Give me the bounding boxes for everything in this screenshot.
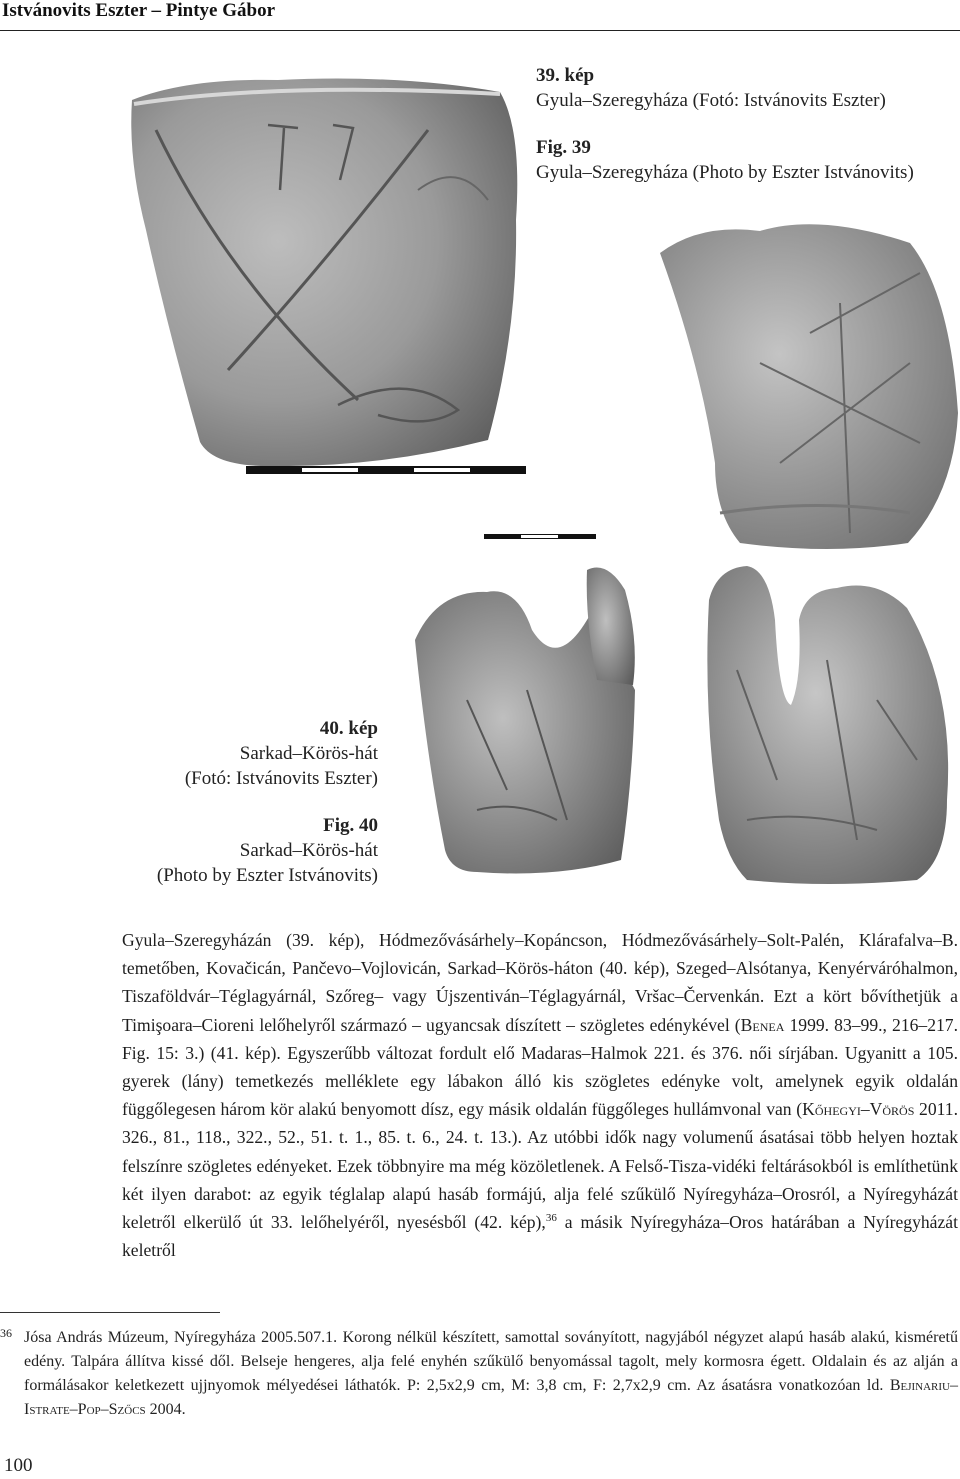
footnote-reference[interactable]: 36 bbox=[545, 1212, 557, 1225]
figure-40-hu-label: 40. kép bbox=[319, 718, 378, 739]
author-citation: Benea bbox=[740, 1014, 785, 1035]
footnote-text bbox=[24, 1326, 958, 1422]
figure-39-en-label: Fig. 39 bbox=[536, 137, 591, 158]
scale-bar-39 bbox=[246, 466, 526, 474]
footnote-number: 36 bbox=[0, 1326, 12, 1340]
figure-39-hu-label: 39. kép bbox=[536, 65, 595, 86]
footnote-rule bbox=[0, 1312, 220, 1313]
figure-39-photo bbox=[128, 70, 524, 468]
author-citation: Szőcs bbox=[108, 1401, 146, 1418]
running-head: Istvánovits Eszter – Pintye Gábor bbox=[2, 0, 276, 21]
body-text-run: – bbox=[860, 1099, 870, 1120]
scale-bar-40 bbox=[484, 534, 596, 539]
figure-39-hu-caption: Gyula–Szeregyháza (Fotó: Istvánovits Eszter) bbox=[536, 90, 886, 111]
body-paragraph bbox=[122, 926, 958, 1264]
footnote bbox=[0, 1326, 958, 1422]
footnote-text-run: – bbox=[950, 1377, 958, 1394]
footnote-text-run: – bbox=[100, 1401, 109, 1418]
page-number: 100 bbox=[4, 1455, 33, 1476]
figure-40-hu-line2: (Fotó: Istvánovits Eszter) bbox=[184, 768, 378, 789]
author-citation: Vörös bbox=[869, 1099, 915, 1120]
figure-39-en-caption: Gyula–Szeregyháza (Photo by Eszter Istvánovits) bbox=[536, 162, 914, 183]
body-text bbox=[122, 926, 958, 1264]
figure-40-photo bbox=[407, 560, 960, 888]
footnote-text-run: Jósa András Múzeum, Nyíregyháza 2005.507.1. Korong nélkül készített, samottal soványított, nagyjából négyzet alapú hasáb alakú, kisméretű edény. Talpára állítva kissé dől. Belseje hengeres, alja felé enyhén szűkülő benyomással tagolt, mely kormosra égett. Oldalain és az alján a formálásakor keletkezett ujjnyomok mélyedései láthatók. P: 2,5x2,9 cm, M: 3,8 cm, F: 2,7x2,9 cm. Az ásatásra vonatkozóan ld. bbox=[24, 1329, 958, 1394]
author-citation: Kőhegyi bbox=[802, 1099, 861, 1120]
vessel-fragment-photo bbox=[660, 213, 960, 553]
figure-40-en-label: Fig. 40 bbox=[323, 815, 378, 836]
author-citation: Istrate bbox=[24, 1401, 70, 1418]
body-text-run: Gyula–Szeregyházán (39. kép), Hódmezővásárhely–Kopáncson, Hódmezővásárhely–Solt-Palén, Klárafalva–B. temetőben, Kovačicán, Pančevo–Vojlovicán, Sarkad–Körös-háton (40. kép), Szeged–Alsótanya, Kenyérváróhalmon, Tiszaföldvár–Téglagyárnál, Szőreg– vagy Újszentiván–Téglagyárnál, Vršac–Červenkán. Ezt a kört bővíthetjük a Timişoara–Cioreni lelőhelyről származó – ugyancsak díszített – szögletes edénykével ( bbox=[122, 930, 958, 1035]
author-citation: Pop bbox=[77, 1401, 101, 1418]
footnote-text-run: – bbox=[69, 1401, 78, 1418]
header-rule bbox=[0, 30, 960, 31]
body-text-run: 1999. 83–99., 216–217. Fig. 15: 3.) (41. kép). Egyszerűbb változat fordult elő Madaras–Halmok 221. és 376. női sírjában. Ugyanitt a 105. gyerek (lány) temetkezés melléklete egy lábakon álló kis szögletes edényke volt, amelynek egyik oldalán függőlegesen három kör alakú benyomott dísz, egy másik oldalán függőleges hullámvonal van ( bbox=[122, 1014, 958, 1120]
body-text-run: a másik Nyíregyháza–Oros határában a Nyíregyházát keletről bbox=[122, 1212, 958, 1261]
figure-40-en-line2: (Photo by Eszter Istvánovits) bbox=[156, 865, 378, 886]
figure-40-en-line1: Sarkad–Körös-hát bbox=[239, 840, 378, 861]
figure-39-caption bbox=[536, 63, 956, 185]
figure-40-hu-line1: Sarkad–Körös-hát bbox=[239, 743, 378, 764]
figure-40-caption bbox=[18, 716, 378, 888]
body-text-run: 2011. 326., 81., 118., 322., 52., 51. t. 1., 85. t. 6., 24. t. 13.). Az utóbbi idők nagy volumenű ásatásai több helyen hoztak felszínre szögletes edényeket. Ezek többnyire ma még közöletlenek. A Felső-Tisza-vidéki feltárásokból is említhetünk két ilyen darabot: az egyik téglalap alapú hasáb formájú, alja felé szűkülő Nyíregyháza–Orosról, a Nyíregyházát keletről elkerülő út 33. lelőhelyéről, nyesésből (42. kép), bbox=[122, 1099, 958, 1233]
author-citation: Bejinariu bbox=[889, 1377, 950, 1394]
footnote-text-run: 2004. bbox=[145, 1401, 186, 1418]
